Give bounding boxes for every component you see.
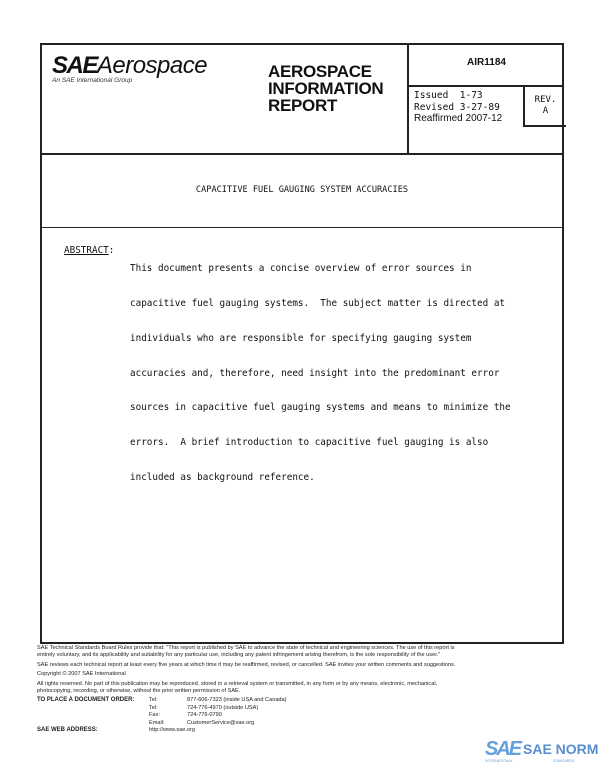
revision-value: A	[542, 106, 549, 116]
abstract-line: accuracies and, therefore, need insight into the predominant error	[130, 367, 500, 379]
logo-tagline: An SAE International Group	[52, 77, 133, 84]
order-label: TO PLACE A DOCUMENT ORDER:	[37, 697, 135, 703]
order-contact-row	[37, 720, 597, 728]
document-dates	[414, 90, 502, 125]
document-number-cell	[409, 45, 564, 87]
sae-norm-watermark	[483, 738, 598, 766]
report-type-heading	[268, 63, 383, 114]
footer-section	[37, 645, 597, 735]
cover-frame	[40, 43, 564, 644]
contact-phone-domestic: 877-606-7323 (inside USA and Canada)	[187, 697, 287, 703]
order-contact-row	[37, 705, 597, 713]
document-info-column	[407, 45, 564, 153]
report-type-line: AEROSPACE	[268, 62, 372, 81]
revision-label: REV.	[534, 95, 557, 105]
rules-line: entirely voluntary, and its applicability and suitability for any particular use, including any patent infringement arising therefrom, is the sole responsibility of the user."	[37, 652, 441, 658]
abstract-colon: :	[108, 245, 115, 256]
watermark-right-small: STANDARDS	[553, 759, 575, 763]
contact-fax: 724-776-0790	[187, 712, 222, 718]
logo-brand: SAE	[52, 52, 97, 79]
contact-key: Fax:	[149, 712, 160, 718]
sae-aerospace-logo	[52, 53, 207, 84]
contact-key: Tel:	[149, 704, 158, 711]
copyright-notice: Copyright © 2007 SAE International	[37, 671, 126, 677]
report-type-line: REPORT	[268, 96, 338, 115]
title-section	[42, 155, 562, 228]
watermark-text: SAE NORM	[523, 741, 599, 757]
order-contact-row	[37, 697, 597, 705]
abstract-line: individuals who are responsible for specifying gauging system	[130, 332, 472, 344]
review-notice: SAE reviews each technical report at least every five years at which time it may be reaffirmed, revised, or cancelled. SAE invites your written comments and suggestions.	[37, 661, 456, 668]
rules-line: SAE Technical Standards Board Rules provide that: "This report is published by SAE to advance the state of technical and engineering sciences. The use of this report is	[37, 645, 455, 651]
report-type-line: INFORMATION	[268, 79, 384, 98]
web-address-link[interactable]: http://www.sae.org	[149, 727, 196, 733]
logo-product: Aerospace	[96, 52, 208, 79]
reaffirmed-date: Reaffirmed 2007-12	[414, 113, 503, 124]
watermark-left-small: INTERNATIONAL	[485, 759, 513, 763]
watermark-logo-icon: SAE	[485, 738, 521, 760]
document-title: CAPACITIVE FUEL GAUGING SYSTEM ACCURACIES	[195, 185, 409, 195]
abstract-line: This document presents a concise overview of error sources in	[130, 263, 472, 275]
revision-box	[523, 87, 566, 127]
web-label: SAE WEB ADDRESS:	[37, 727, 98, 733]
abstract-line: errors. A brief introduction to capacitive fuel gauging is also	[130, 437, 489, 449]
rights-line: All rights reserved. No part of this publication may be reproduced, stored in a retrieval system or transmitted, in any form or by any means, electronic, mechanical,	[37, 680, 438, 687]
rights-line: photocopying, recording, or otherwise, without the prior written permission of SAE.	[37, 687, 241, 694]
order-contact-row	[37, 712, 597, 720]
revised-date: Revised 3-27-89	[414, 101, 500, 113]
web-address-row	[37, 727, 597, 735]
contact-phone-intl: 724-776-4970 (outside USA)	[187, 704, 259, 711]
contact-email-link[interactable]: CustomerService@sae.org	[187, 719, 255, 726]
abstract-line: sources in capacitive fuel gauging systems and means to minimize the	[130, 402, 511, 414]
rights-notice	[37, 681, 597, 695]
abstract-body	[130, 240, 550, 507]
document-number: AIR1184	[467, 56, 506, 68]
contact-key: Email:	[149, 719, 165, 726]
abstract-label: ABSTRACT	[64, 245, 109, 256]
abstract-line: capacitive fuel gauging systems. The subject matter is directed at	[130, 297, 506, 309]
issued-date: Issued 1-73	[414, 90, 483, 101]
abstract-line: included as background reference.	[130, 471, 315, 483]
contact-key: Tel:	[149, 697, 158, 703]
rules-notice	[37, 645, 597, 659]
header-section	[42, 45, 562, 155]
